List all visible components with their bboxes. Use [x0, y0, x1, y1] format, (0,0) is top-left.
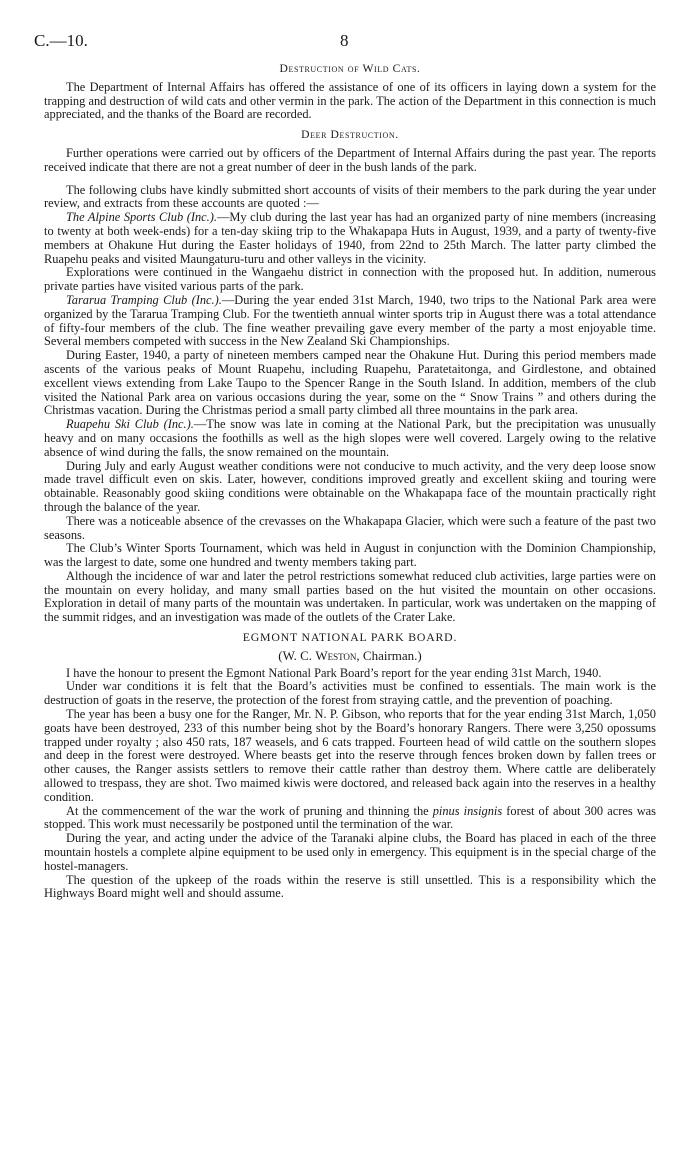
byline: (W. C. Weston, Chairman.): [278, 647, 422, 663]
club-name: Ruapehu Ski Club (Inc.).: [66, 417, 194, 432]
page-header: [34, 30, 656, 56]
section-heading-egmont: EGMONT NATIONAL PARK BOARD.: [242, 630, 458, 645]
paragraph: During July and early August weather conditions were not conducive to much activity, and the very deep loose snow made travel difficult even on skis. Later, however, conditions improved greatly and excellent skiing and touring were obtainable. Reasonably good skiing conditions were obtainable on the Whakapapa face of the mountain practically right through the balance of the year.: [44, 458, 656, 514]
paragraph: The following clubs have kindly submitted short accounts of visits of their members to the park during the year under review, and extracts from these accounts are quoted :—: [44, 182, 656, 211]
paragraph: During Easter, 1940, a party of nineteen members camped near the Ohakune Hut. During this period members made ascents of the various peaks of Mount Ruapehu, including Ruapehu, Paratetaitonga, and Girdlestone, and obtained excellent views extending from Lake Taupo to the Spencer Range in the South Island. In addition, members of the club visited the National Park area on various occasions during the year, some on the “ Snow Trains ” and others during the Christmas vacation. During the Christmas period a small party climbed all three mountains in the park area.: [44, 348, 656, 418]
club-name: Tararua Tramping Club (Inc.).: [66, 292, 222, 307]
document-reference: C.—10.: [34, 31, 88, 50]
paragraph: The Club’s Winter Sports Tournament, which was held in August in conjunction with the Dominion Championship, was the largest to date, some one hundred and twenty members taking part.: [44, 541, 656, 570]
paragraph: Under war conditions it is felt that the Board’s activities must be confined to essentials. The main work is the destruction of goats in the reserve, the protection of the forest from straying cattle, and the prevention of poaching.: [44, 679, 656, 708]
section-heading-wild-cats: Destruction of Wild Cats.: [279, 62, 421, 75]
paragraph: There was a noticeable absence of the crevasses on the Whakapapa Glacier, which were such a feature of the past two seasons.: [44, 513, 656, 542]
paragraph: During the year, and acting under the advice of the Taranaki alpine clubs, the Board has placed in each of the three mountain hostels a complete alpine equipment to be used only in emergency. This equipment is in the special charge of the hostel-managers.: [44, 831, 656, 873]
paragraph: The year has been a busy one for the Ranger, Mr. N. P. Gibson, who reports that for the year ending 31st March, 1,050 goats have been destroyed, 233 of this number being shot by the Board’s honorary Rangers. There were 3,250 opossums trapped under royalty ; also 450 rats, 187 weasels, and 6 cats trapped. Fourteen head of wild cattle on the southern slopes and deep in the forest were destroyed. Where beasts get into the reserve through fences broken down by fallen trees or other causes, the Ranger assists settlers to remove their cattle rather than destroy them. Where cattle are deliberately allowed to trespass, they are shot. Two maimed kiwis were doctored, and released back again into the reserves in a healthy condition.: [44, 707, 656, 804]
section-heading-deer: Deer Destruction.: [301, 128, 399, 142]
paragraph: The Department of Internal Affairs has offered the assistance of one of its officers in laying down a system for the trapping and destruction of wild cats and other vermin in the park. The action of the Department in this connection is much appreciated, and the thanks of the Board are recorded.: [44, 79, 656, 122]
paragraph: I have the honour to present the Egmont National Park Board’s report for the year ending 31st March, 1940.: [66, 665, 602, 680]
paragraph-alpine-sports-club: The Alpine Sports Club (Inc.).—My club during the last year has had an organized party of nine members (increasing to twenty at both week-ends) for a ten-day skiing trip to the Whakapapa Huts in August, 1939, and a party of twenty-five members at Ohakune Hut during the Easter holidays of 1940, from 22nd to 25th March. The latter party climbed the Ruapehu peaks and visited Maungaturu-turu and other valleys in the vicinity.: [44, 210, 656, 266]
paragraph: The question of the upkeep of the roads within the reserve is still unsettled. This is a responsibility which the Highways Board might well and should assume.: [44, 872, 656, 901]
paragraph: Explorations were continued in the Wangaehu district in connection with the proposed hut. In addition, numerous private parties have visited various parts of the park.: [44, 265, 656, 294]
club-name: The Alpine Sports Club (Inc.).: [66, 210, 217, 225]
paragraph: At the commencement of the war the work of pruning and thinning the pinus insignis forest of about 300 acres was stopped. This work must necessarily be postponed until the termination of the war.: [44, 803, 656, 832]
paragraph-ruapehu-ski-club: Ruapehu Ski Club (Inc.).—The snow was late in coming at the National Park, but the precipitation was unusually heavy and on many occasions the foothills as well as the high slopes were well covered. Largely owing to the relative absence of wind during the falls, the snow remained on the mountain.: [44, 417, 656, 459]
paragraph: Although the incidence of war and later the petrol restrictions somewhat reduced club activities, large parties were on the mountain on every holiday, and many small parties based on the hut visited the mountain on other occasions. Exploration in detail of many parts of the mountain was undertaken. In particular, work was undertaken on the mapping of the summit ridges, and an investigation was made of the outlets of the Crater Lake.: [44, 568, 656, 625]
paragraph: Further operations were carried out by officers of the Department of Internal Affairs during the past year. The reports received indicate that there are not a great number of deer in the bush lands of the park.: [44, 145, 656, 174]
paragraph-tararua-club: Tararua Tramping Club (Inc.).—During the year ended 31st March, 1940, two trips to the National Park area were organized by the Tararua Tramping Club. For the twentieth annual winter sports trip in August there was a total attendance of fifty-four members of the club. The fine weather prevailing gave every member of the party a most enjoyable time. Several members competed with success in the New Zealand Ski Championships.: [44, 292, 656, 349]
page-number: 8: [340, 31, 349, 50]
